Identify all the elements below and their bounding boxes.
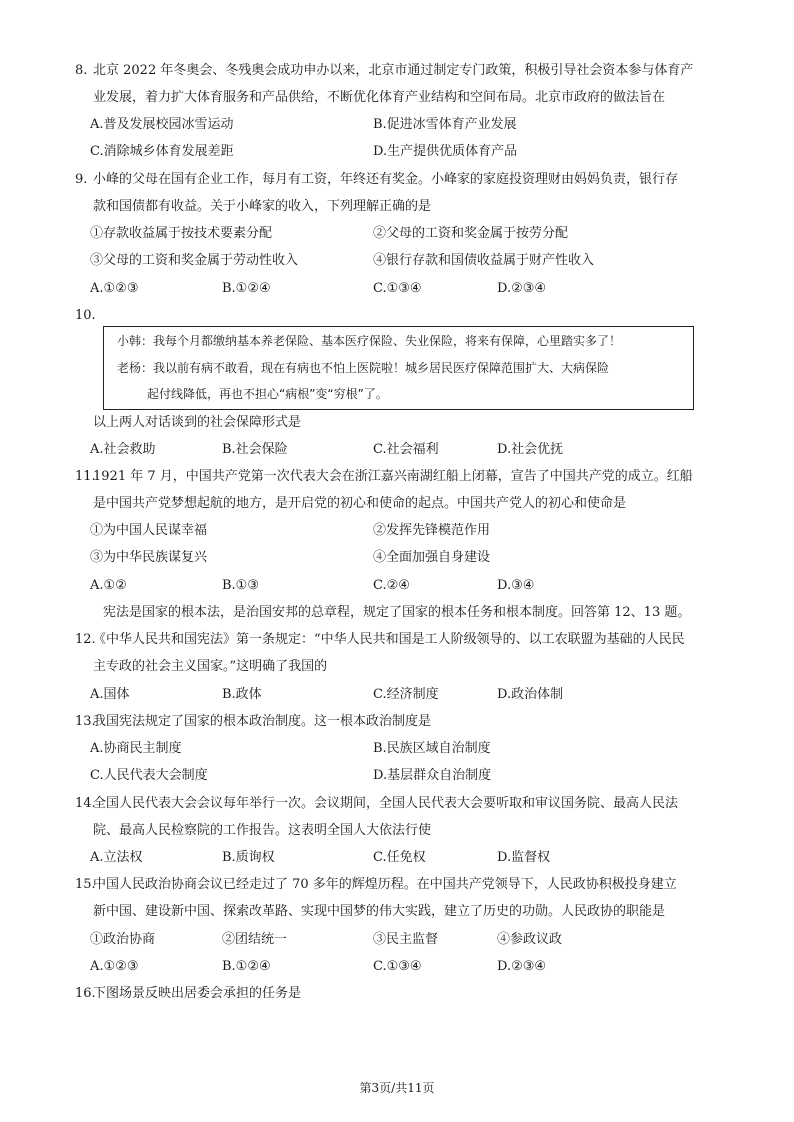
statement-1: ①为中国人民谋幸福 [90,523,208,538]
statement-2: ②发挥先锋模范作用 [373,523,491,538]
option-d: D.监督权 [497,850,551,865]
question-number: 16. [75,986,96,1001]
option-b: B.①②④ [222,959,271,974]
question-stem: 下图场景反映出居委会承担的任务是 [93,986,302,1001]
option-b: B.①②④ [222,281,271,296]
question-stem: 业发展，着力扩大体育服务和产品供给，不断优化体育产业结构和空间布局。北京市政府的做法旨在 [93,90,666,105]
option-b: B.质询权 [222,850,275,865]
statement-3: ③民主监督 [373,932,439,947]
statement-1: ①存款收益属于按技术要素分配 [90,226,273,241]
question-number: 14. [75,796,96,811]
dialogue-line: 老杨：我以前有病不敢看，现在有病也不怕上医院啦！城乡居民医疗保障范围扩大、大病保险 [117,361,610,375]
question-stem: 主专政的社会主义国家。”这明确了我国的 [93,659,328,674]
statement-2: ②团结统一 [222,932,288,947]
option-b: B.促进冰雪体育产业发展 [373,117,517,132]
option-a: A.①② [90,578,127,593]
dialogue-line: 小韩：我每个月都缴纳基本养老保险、基本医疗保险、失业保险，将来有保障，心里踏实多了！ [117,334,622,348]
dialogue-box [103,326,694,410]
question-stem: 新中国、建设新中国、探索改革路、实现中国梦的伟大实践，建立了历史的功勋。人民政协的职能是 [93,904,666,919]
option-a: A.社会救助 [90,442,156,457]
question-stem: 款和国债都有收益。关于小峰家的收入，下列理解正确的是 [93,199,432,214]
option-c: C.人民代表大会制度 [90,768,208,783]
question-number: 13. [75,714,96,729]
option-d: D.②③④ [497,959,547,974]
statement-3: ③父母的工资和奖金属于劳动性收入 [90,253,299,268]
page-footer: 第3页/共11页 [359,1081,435,1095]
option-d: D.社会优抚 [497,442,564,457]
question-stem: 《中华人民共和国宪法》第一条规定：“中华人民共和国是工人阶级领导的、以工农联盟为基础的人民民 [93,632,685,647]
question-stem: 我国宪法规定了国家的根本政治制度。这一根本政治制度是 [93,714,432,729]
statement-4: ④银行存款和国债收益属于财产性收入 [373,253,595,268]
option-c: C.②④ [373,578,410,593]
option-d: D.基层群众自治制度 [373,768,492,783]
question-number: 15. [75,877,96,892]
question-number: 9. [75,172,88,187]
section-intro: 宪法是国家的根本法，是治国安邦的总章程，规定了国家的根本任务和根本制度。回答第 12、13 题。 [103,605,691,620]
question-stem: 小峰的父母在国有企业工作，每月有工资，年终还有奖金。小峰家的家庭投资理财由妈妈负责，银行存 [93,172,679,187]
question-stem: 院、最高人民检察院的工作报告。这表明全国人大依法行使 [93,823,432,838]
option-c: C.①③④ [373,281,422,296]
question-stem: 北京 2022 年冬奥会、冬残奥会成功申办以来，北京市通过制定专门政策，积极引导社会资本参与体育产 [93,63,694,78]
option-d: D.③④ [497,578,535,593]
option-c: C.①③④ [373,959,422,974]
question-stem: 中国人民政治协商会议已经走过了 70 多年的辉煌历程。在中国共产党领导下，人民政协积极投身建立 [93,877,677,892]
option-d: D.②③④ [497,281,547,296]
option-a: A.①②③ [90,281,139,296]
question-number: 12. [75,632,96,647]
statement-4: ④全面加强自身建设 [373,550,491,565]
question-stem: 1921 年 7 月，中国共产党第一次代表大会在浙江嘉兴南湖红船上闭幕，宣告了中国共产党的成立。红船 [93,469,693,484]
question-stem: 是中国共产党梦想起航的地方，是开启党的初心和使命的起点。中国共产党人的初心和使命是 [93,496,627,511]
option-b: B.①③ [222,578,259,593]
statement-3: ③为中华民族谋复兴 [90,550,208,565]
question-number: 10. [75,308,96,323]
option-a: A.普及发展校园冰雪运动 [90,117,234,132]
statement-4: ④参政议政 [497,932,563,947]
dialogue-line: 起付线降低，再也不担心“病根”变“穷根”了。 [147,387,388,401]
question-stem: 以上两人对话谈到的社会保障形式是 [93,415,302,430]
option-b: B.民族区域自治制度 [373,741,491,756]
option-a: A.协商民主制度 [90,741,182,756]
option-b: B.社会保险 [222,442,288,457]
option-c: C.任免权 [373,850,426,865]
question-stem: 全国人民代表大会会议每年举行一次。会议期间，全国人民代表大会要听取和审议国务院、最高人民法 [93,796,679,811]
question-number: 8. [75,63,88,78]
option-c: C.社会福利 [373,442,439,457]
statement-2: ②父母的工资和奖金属于按劳分配 [373,226,569,241]
option-a: A.立法权 [90,850,143,865]
option-b: B.政体 [222,687,262,702]
option-c: C.消除城乡体育发展差距 [90,144,234,159]
statement-1: ①政治协商 [90,932,156,947]
option-d: D.政治体制 [497,687,564,702]
option-a: A.①②③ [90,959,139,974]
option-a: A.国体 [90,687,130,702]
option-c: C.经济制度 [373,687,439,702]
option-d: D.生产提供优质体育产品 [373,144,518,159]
question-number: 11. [75,469,96,484]
